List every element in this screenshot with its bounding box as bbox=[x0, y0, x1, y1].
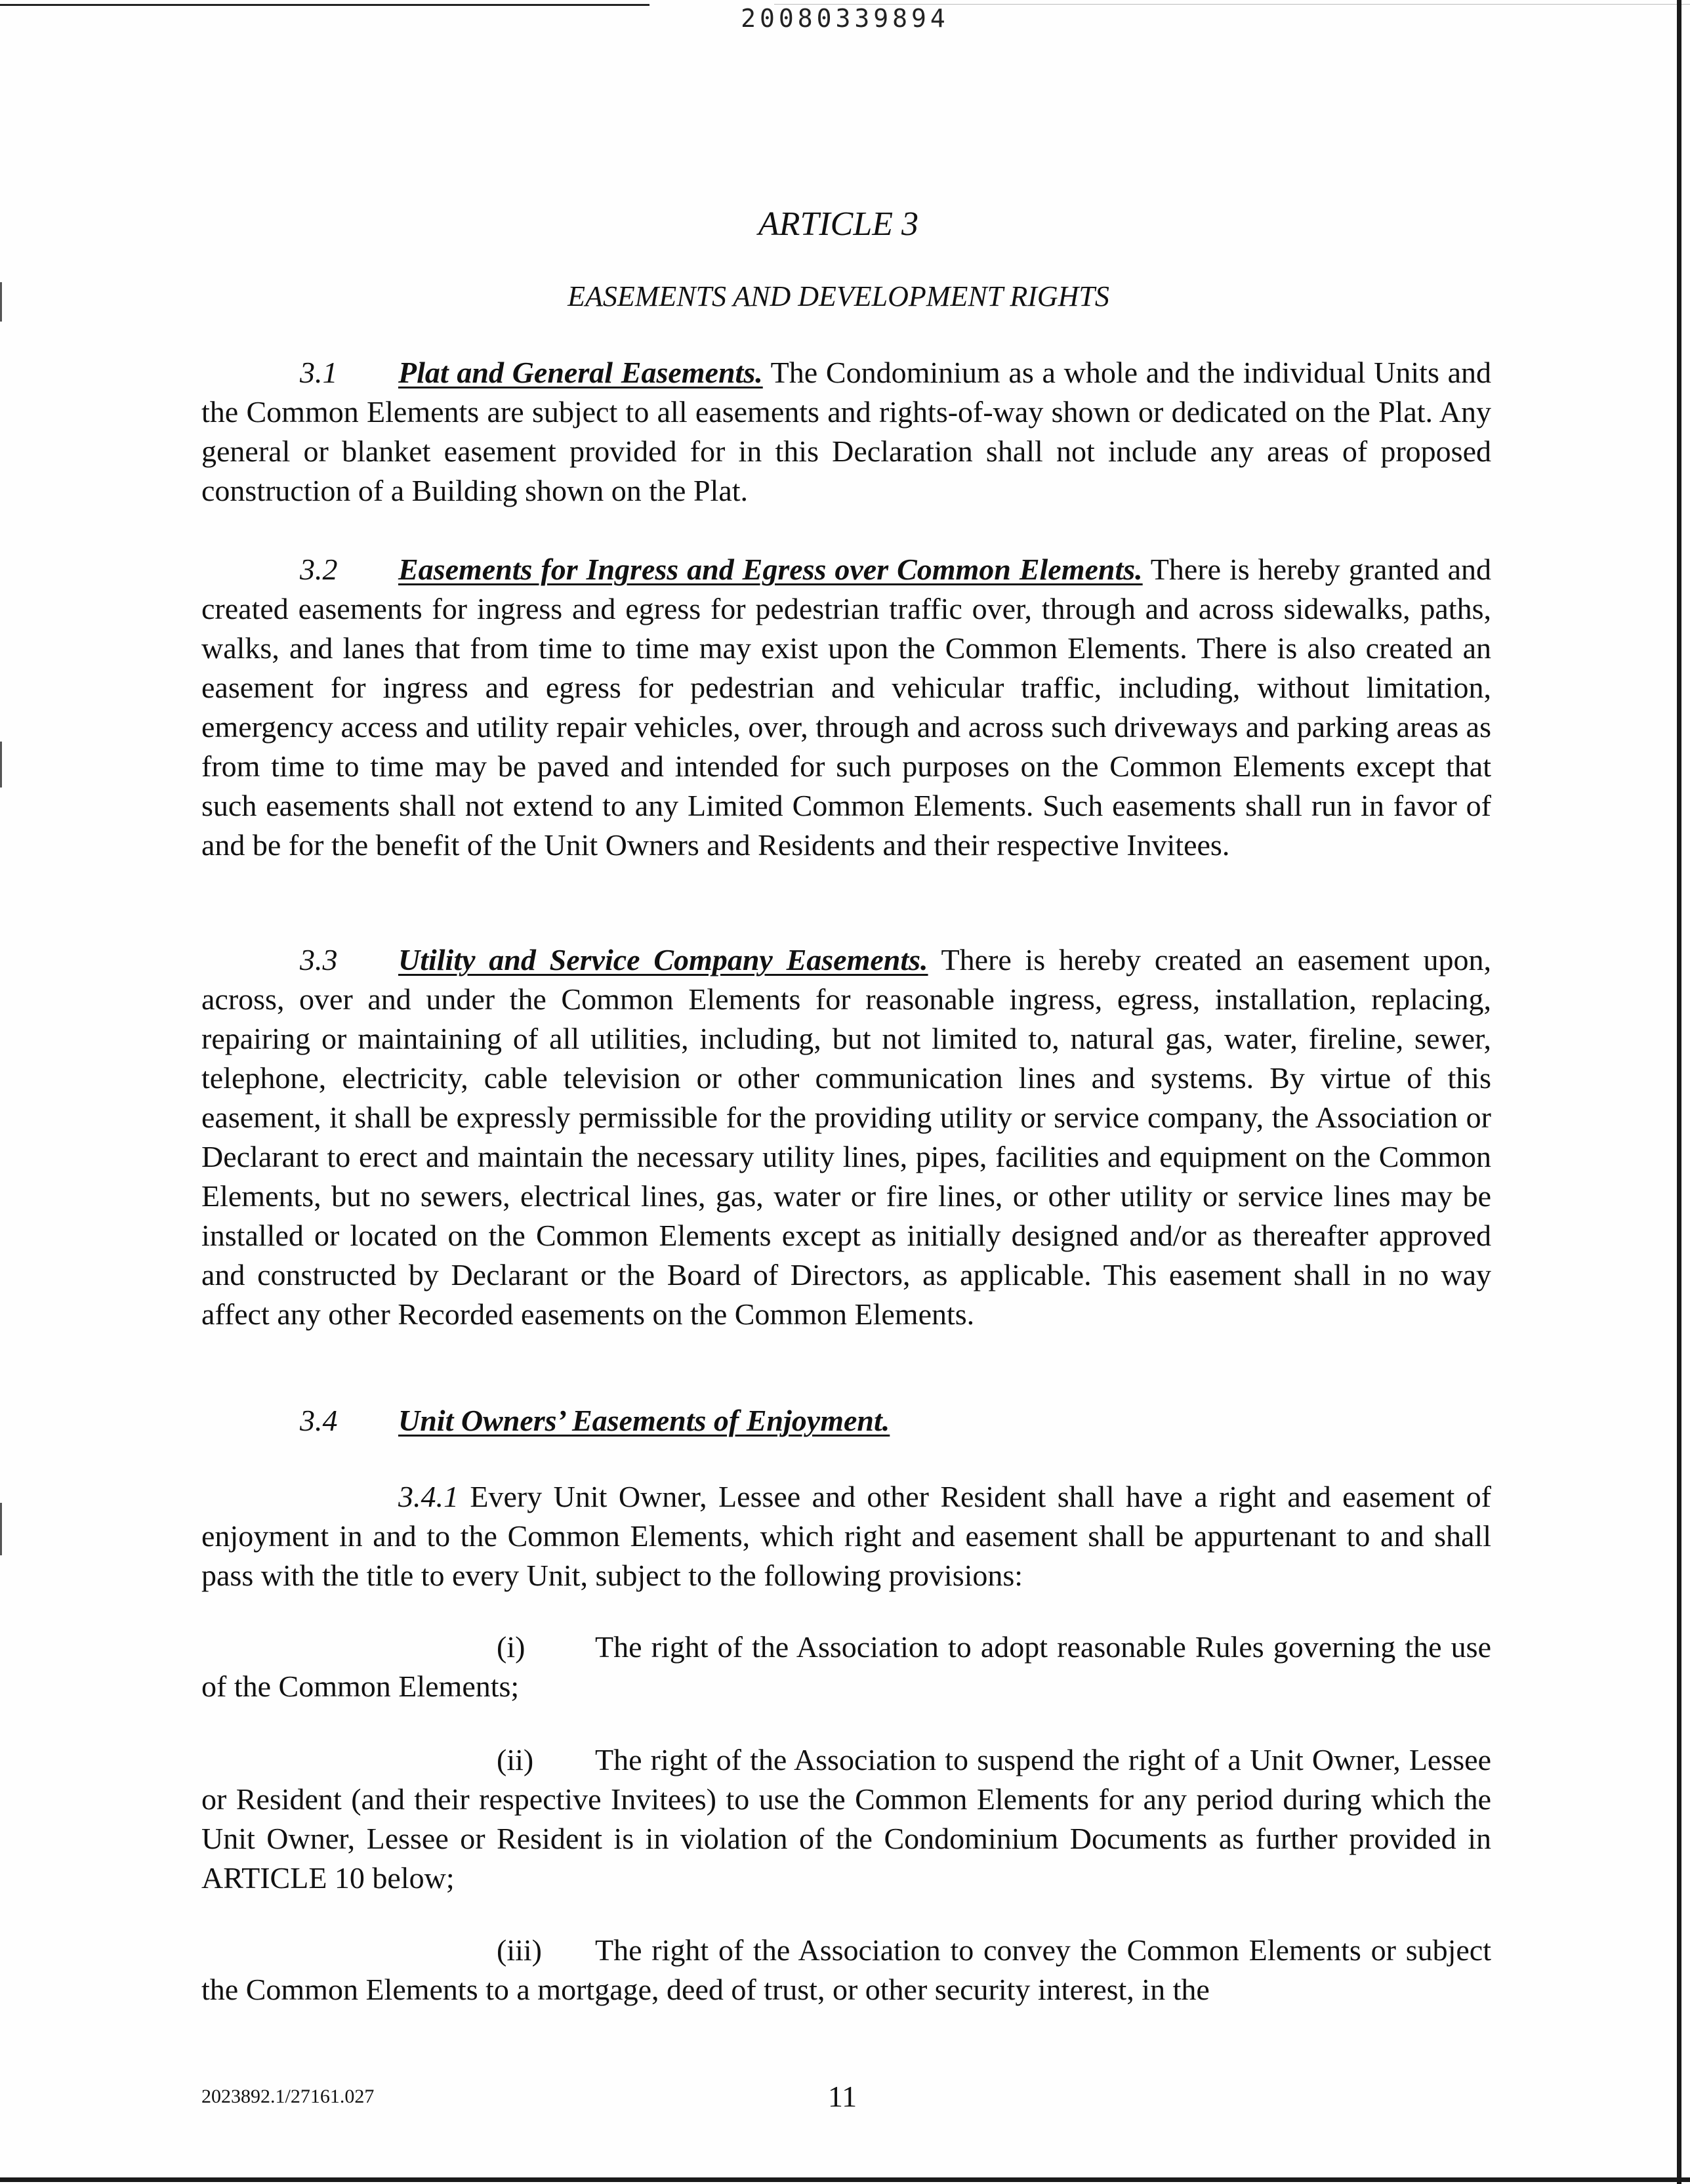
scan-left-mark bbox=[0, 1503, 2, 1555]
section-3-4-1 bbox=[201, 1477, 1491, 1595]
page-number: 11 bbox=[827, 2080, 857, 2113]
article-subtitle: EASEMENTS AND DEVELOPMENT RIGHTS bbox=[567, 280, 1109, 312]
scan-bottom-border bbox=[0, 2177, 1690, 2182]
section-body: Every Unit Owner, Lessee and other Resident shall have a right and easement of enjoyment in and to the Common Elements, which right and easement shall be appurtenant to and shall pass with the title to every Unit, subject to the following provisions: bbox=[201, 1480, 1491, 1592]
section-3-3 bbox=[201, 940, 1491, 1334]
section-number: 3.2 bbox=[300, 553, 338, 586]
section-heading: Plat and General Easements. bbox=[398, 356, 763, 389]
list-item-text: The right of the Association to adopt reasonable Rules governing the use of the Common Elements; bbox=[201, 1630, 1491, 1703]
section-heading: Easements for Ingress and Egress over Common Elements. bbox=[398, 553, 1143, 586]
section-heading: Utility and Service Company Easements. bbox=[398, 943, 928, 976]
list-item bbox=[201, 1740, 1491, 1898]
list-item-label: (i) bbox=[497, 1630, 526, 1664]
section-number: 3.4.1 bbox=[398, 1480, 459, 1513]
document-number: 20080339894 bbox=[741, 4, 949, 33]
footer-document-code: 2023892.1/27161.027 bbox=[201, 2086, 375, 2107]
list-item-label: (iii) bbox=[497, 1933, 542, 1967]
section-body: There is hereby created an easement upon, across, over and under the Common Elements for reasonable ingress, egress, installation, replacing, repairing or maintaining of all utilities, including, but not limited to, natural gas, water, fireline, sewer, telephone, electricity, cable television or other communication lines and systems. By virtue of this easement, it shall be expressly permissible for the providing utility or service company, the Association or Declarant to erect and maintain the necessary utility lines, pipes, facilities and equipment on the Common Elements, but no sewers, electrical lines, gas, water or fire lines, or other utility or service lines may be installed or located on the Common Elements except as initially designed and/or as thereafter approved and constructed by Declarant or the Board of Directors, as applicable. This easement shall in no way affect any other Recorded easements on the Common Elements. bbox=[201, 943, 1491, 1331]
list-item-text: The right of the Association to convey the Common Elements or subject the Common Elements to a mortgage, deed of trust, or other security interest, in the bbox=[201, 1933, 1491, 2006]
list-item-label: (ii) bbox=[497, 1743, 534, 1776]
list-item-text: The right of the Association to suspend the right of a Unit Owner, Lessee or Resident (and their respective Invitees) to use the Common Elements for any period during which the Unit Owner, Lessee or Resident is in violation of the Condominium Documents as further provided in ARTICLE 10 below; bbox=[201, 1743, 1491, 1895]
section-3-2 bbox=[201, 550, 1491, 865]
section-number: 3.3 bbox=[300, 943, 338, 976]
scan-left-mark bbox=[0, 742, 2, 788]
list-item bbox=[201, 1931, 1491, 2009]
section-body: There is hereby granted and created easements for ingress and egress for pedestrian traffic over, through and across sidewalks, paths, walks, and lanes that from time to time may exist upon the Common Elements. There is also created an easement for ingress and egress for pedestrian and vehicular traffic, including, without limitation, emergency access and utility repair vehicles, over, through and across such driveways and parking areas as from time to time may be paved and intended for such purposes on the Common Elements except that such easements shall not extend to any Limited Common Elements. Such easements shall run in favor of and be for the benefit of the Unit Owners and Residents and their respective Invitees. bbox=[201, 553, 1492, 862]
section-heading: Unit Owners’ Easements of Enjoyment. bbox=[398, 1404, 890, 1437]
section-3-1 bbox=[201, 353, 1491, 511]
section-body: The Condominium as a whole and the individual Units and the Common Elements are subject to all easements and rights-of-way shown or dedicated on the Plat. Any general or blanket easement provided for in this Declaration shall not include any areas of proposed construction of a Building shown on the Plat. bbox=[201, 356, 1491, 507]
section-number: 3.4 bbox=[300, 1404, 338, 1437]
section-number: 3.1 bbox=[300, 356, 338, 389]
section-3-4 bbox=[201, 1401, 1491, 1440]
list-item bbox=[201, 1628, 1491, 1706]
scan-right-border bbox=[1677, 0, 1681, 2184]
article-title: ARTICLE 3 bbox=[758, 205, 919, 243]
